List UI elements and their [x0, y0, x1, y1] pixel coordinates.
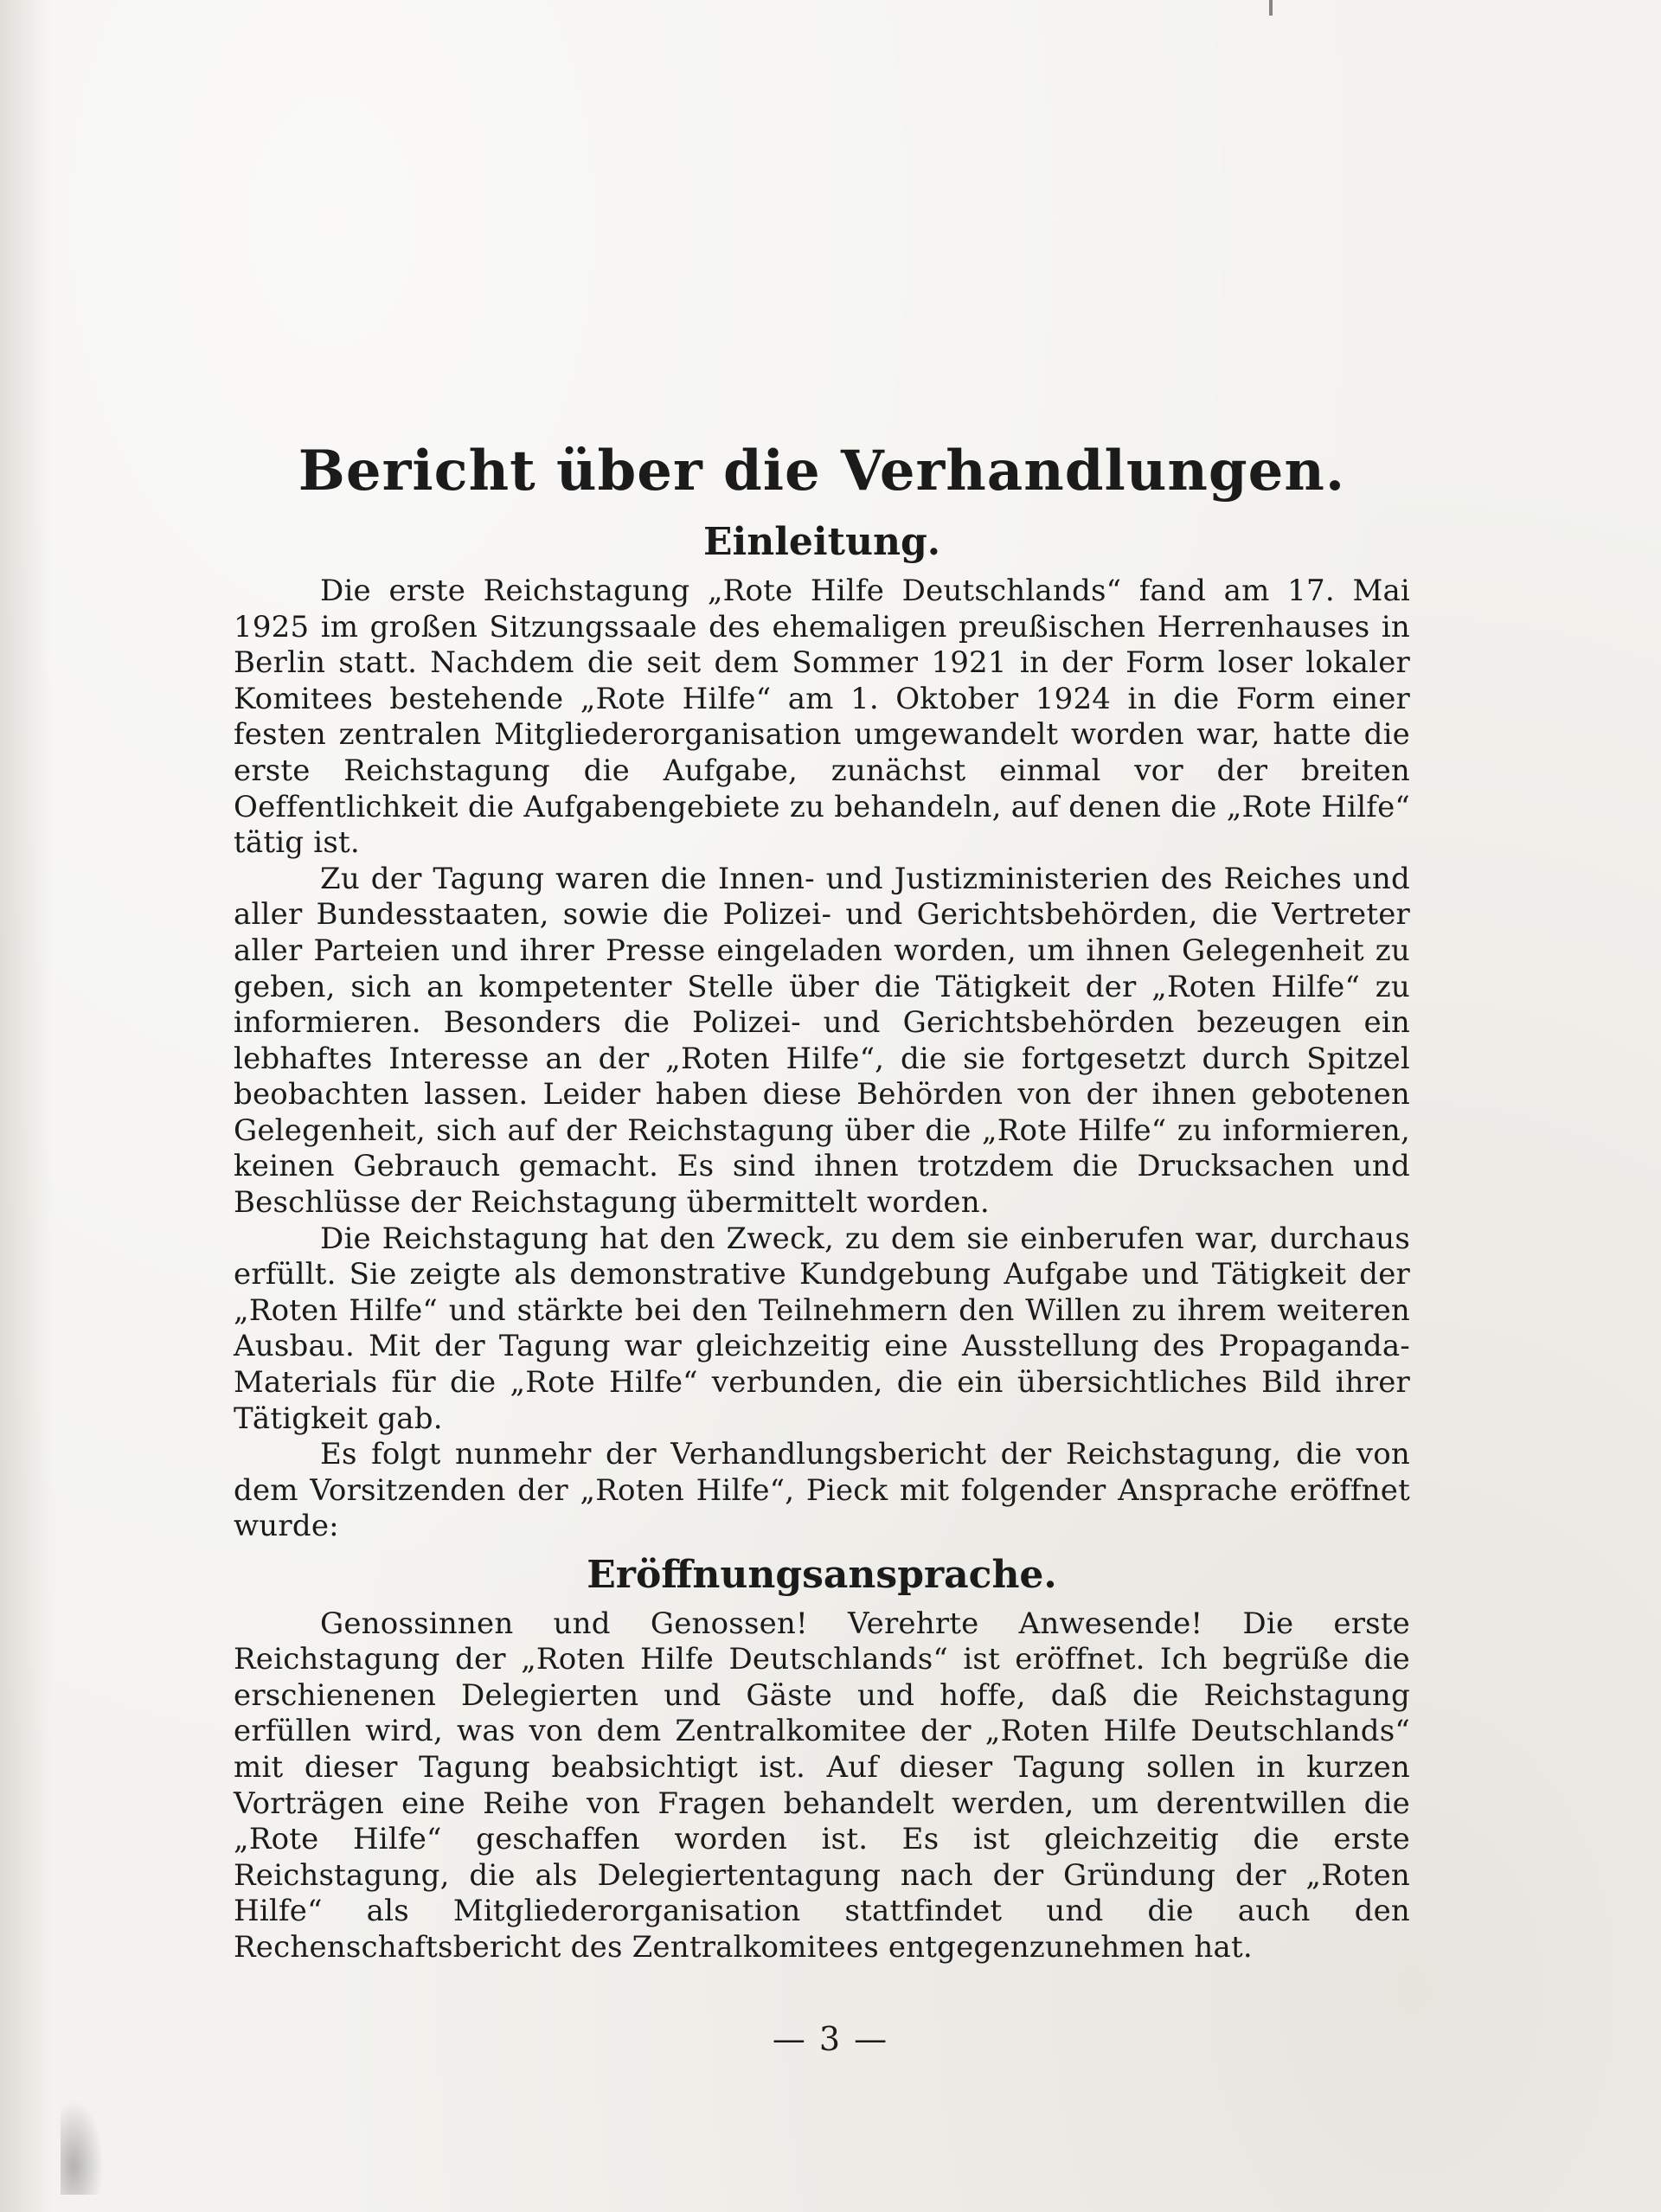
paragraph: Die Reichstagung hat den Zweck, zu dem sie einberufen war, durchaus erfüllt. Sie zeigte als demonstrative Kundgebung Aufgabe und Tätigkeit der „Roten Hilfe“ und stärkte bei den Teilnehmern den Willen zu ihrem weiteren Ausbau. Mit der Tagung war gleichzeitig eine Ausstellung des Propaganda-Materials für die „Rote Hilfe“ verbunden, die ein übersichtliches Bild ihrer Tätigkeit gab.: [234, 1221, 1410, 1436]
page-number: — 3 —: [772, 2020, 889, 2058]
paragraph: Es folgt nunmehr der Verhandlungsbericht der Reichstagung, die von dem Vorsitzenden der „Roten Hilfe“, Pieck mit folgender Ansprache eröffnet wurde:: [234, 1437, 1410, 1544]
page-mark: [1269, 0, 1273, 16]
paragraph: Zu der Tagung waren die Innen- und Justizministerien des Reiches und aller Bundesstaaten, sowie die Polizei- und Gerichtsbehörden, die Vertreter aller Parteien und ihrer Presse eingeladen worden, um ihnen Gelegenheit zu geben, sich an kompetenter Stelle über die Tätigkeit der „Roten Hilfe“ zu informieren. Besonders die Polizei- und Gerichtsbehörden bezeugen ein lebhaftes Interesse an der „Roten Hilfe“, die sie fortgesetzt durch Spitzel beobachten lassen. Leider haben diese Behörden von der ihnen gebotenen Gelegenheit, sich auf der Reichstagung über die „Rote Hilfe“ zu informieren, keinen Gebrauch gemacht. Es sind ihnen trotzdem die Drucksachen und Beschlüsse der Reichstagung übermittelt worden.: [234, 861, 1410, 1221]
section-heading-einleitung: Einleitung.: [702, 520, 941, 565]
page-content: [234, 441, 1410, 1966]
document-title: Bericht über die Verhandlungen.: [298, 439, 1346, 503]
paragraph: Genossinnen und Genossen! Verehrte Anwesende! Die erste Reichstagung der „Roten Hilfe Deutschlands“ ist eröffnet. Ich begrüße die erschienenen Delegierten und Gäste und hoffe, daß die Reichstagung erfüllen wird, was von dem Zentralkomitee der „Roten Hilfe Deutschlands“ mit dieser Tagung beabsichtigt ist. Auf dieser Tagung sollen in kurzen Vorträgen eine Reihe von Fragen behandelt werden, um derentwillen die „Rote Hilfe“ geschaffen worden ist. Es ist gleichzeitig die erste Reichstagung, die als Delegiertentagung nach der Gründung der „Roten Hilfe“ als Mitgliederorganisation stattfindet und die auch den Rechenschaftsbericht des Zentralkomitees entgegenzunehmen hat.: [234, 1606, 1410, 1965]
page-edge-shadow: [0, 0, 52, 2212]
section-heading-eroeffnungsansprache: Eröffnungsansprache.: [587, 1553, 1057, 1598]
page-smudge: [61, 2100, 104, 2195]
paragraph: Die erste Reichstagung „Rote Hilfe Deutschlands“ fand am 17. Mai 1925 im großen Sitzungssaale des ehemaligen preußischen Herrenhauses in Berlin statt. Nachdem die seit dem Sommer 1921 in der Form loser lokaler Komitees bestehende „Rote Hilfe“ am 1. Oktober 1924 in die Form einer festen zentralen Mitgliederorganisation umgewandelt worden war, hatte die erste Reichstagung die Aufgabe, zunächst einmal vor der breiten Oeffentlichkeit die Aufgabengebiete zu behandeln, auf denen die „Rote Hilfe“ tätig ist.: [234, 573, 1410, 861]
